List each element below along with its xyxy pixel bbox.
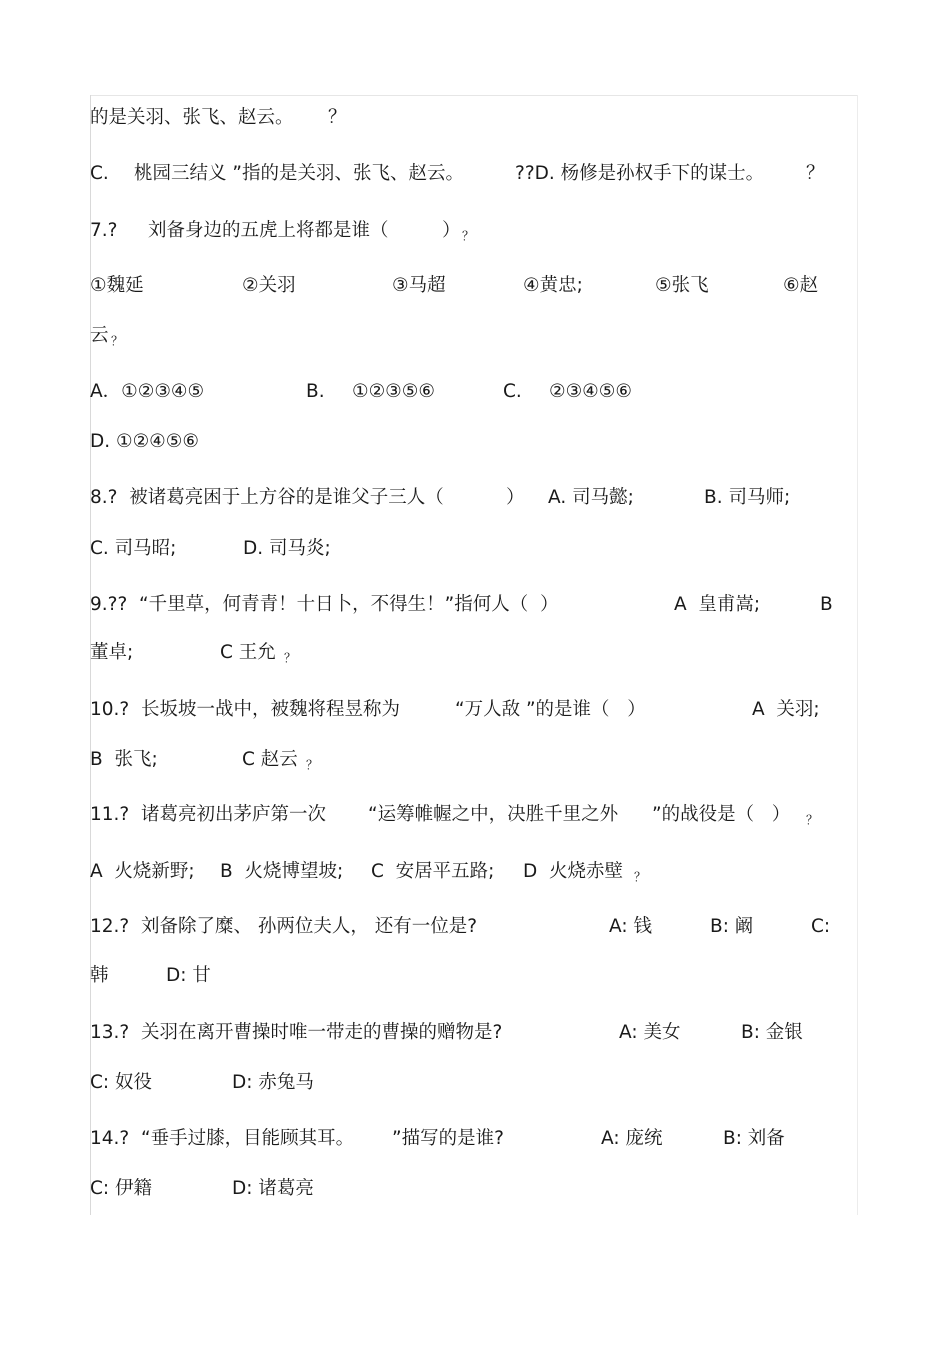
answer-choice-d: D. ①②④⑤⑥ (90, 431, 199, 452)
answer-choice-c-label: C. (503, 381, 522, 402)
question-text: 11.? 诸葛亮初出茅庐第一次 (90, 804, 327, 825)
answer-choice-b: B: 阚 (710, 916, 754, 937)
answer-choice-c: C: 伊籍 (90, 1178, 153, 1199)
answer-choice-d: D: 诸葛亮 (232, 1178, 314, 1199)
question-text: 12.? 刘备除了糜、 孙两位夫人， 还有一位是? (90, 916, 478, 937)
answer-choice-c: C. 司马昭; (90, 538, 177, 559)
text-segment: ？ (806, 813, 819, 827)
question-text: ”的战役是（ ） (652, 804, 791, 825)
option-item: ①魏延 (90, 275, 144, 296)
answer-choice-b: B: 金银 (741, 1022, 803, 1043)
answer-choice-a: A: 美女 (619, 1022, 681, 1043)
text-segment: ？ (284, 651, 297, 665)
answer-choice-c-label: C: (811, 916, 831, 937)
answer-choice-b: ①②③⑤⑥ (352, 381, 435, 402)
answer-choice-b: B. 司马师; (704, 487, 791, 508)
answer-choice-a: A．①②③④⑤ (90, 381, 205, 402)
text-segment: ？ (806, 163, 825, 184)
answer-choice-c: ②③④⑤⑥ (549, 381, 632, 402)
question-text: 13.? 关羽在离开曹操时唯一带走的曹操的赠物是? (90, 1022, 503, 1043)
answer-choice-d: D: 赤兔马 (232, 1072, 314, 1093)
answer-choice-a: A 皇甫嵩; (674, 594, 761, 615)
answer-choice-c: 韩 (90, 965, 109, 986)
question-text: “运筹帷幄之中，决胜千里之外 (368, 804, 619, 825)
answer-choice-c: C: 奴役 (90, 1072, 153, 1093)
text-segment: 的是关羽、张飞、赵云。 (90, 107, 294, 128)
text-segment: C. (90, 163, 109, 184)
text-segment: ？ (634, 870, 647, 884)
question-text: “万人敌 ”的是谁（ ） (455, 699, 646, 720)
text-line (90, 1177, 314, 1273)
answer-choice-c: C 赵云 (242, 749, 298, 770)
answer-choice-a: A 关羽; (752, 699, 820, 720)
text-segment: ??D. 杨修是孙权手下的谋士。 (515, 163, 765, 184)
answer-choice-a: A: 钱 (609, 916, 652, 937)
answer-choice-a: A. 司马懿; (548, 487, 634, 508)
question-text: ”描写的是谁? (392, 1128, 504, 1149)
answer-choice-d: D: 甘 (166, 965, 211, 986)
answer-choice-b: B 火烧博望坡; (220, 861, 344, 882)
page-frame-top (90, 95, 858, 96)
answer-choice-c: C 安居平五路; (371, 861, 495, 882)
question-text: 14.? “垂手过膝，目能顾其耳。 (90, 1128, 355, 1149)
text-segment: ？ (328, 107, 347, 128)
option-item: ②关羽 (242, 275, 296, 296)
question-text: 9.?? “千里草，何青青！十日卜，不得生！”指何人（ ） (90, 594, 559, 615)
answer-choice-b-label: B. (306, 381, 325, 402)
page-frame-right (857, 95, 858, 1215)
text-segment: ？ (462, 229, 475, 243)
text-segment: 桃园三结义 ”指的是关羽、张飞、赵云。 (134, 163, 464, 184)
answer-choice-b: B: 刘备 (723, 1128, 785, 1149)
option-item: ⑤张飞 (655, 275, 709, 296)
option-item: ⑥赵 (783, 275, 819, 296)
answer-choice-d: D. 司马炎; (243, 538, 331, 559)
answer-choice-b: 董卓; (90, 642, 134, 663)
option-item: ④黄忠; (523, 275, 583, 296)
text-segment: ） (442, 220, 461, 241)
text-segment: 云 (90, 325, 109, 346)
option-item: ③马超 (392, 275, 446, 296)
answer-choice-c: C 王允 (220, 642, 276, 663)
text-segment: ？ (111, 334, 124, 348)
answer-choice-a: A 火烧新野; (90, 861, 195, 882)
question-text: 8.? 被诸葛亮困于上方谷的是谁父子三人（ (90, 487, 444, 508)
text-segment: ？ (306, 758, 319, 772)
question-text: 10.? 长坂坡一战中，被魏将程昱称为 (90, 699, 401, 720)
question-text: 刘备身边的五虎上将都是谁（ (148, 220, 389, 241)
answer-choice-b: B 张飞; (90, 749, 158, 770)
answer-choice-b-label: B (820, 594, 833, 615)
answer-choice-d: D 火烧赤壁 (523, 861, 624, 882)
text-segment: ） (506, 487, 525, 508)
question-number: 7.? (90, 220, 118, 241)
answer-choice-a: A: 庞统 (601, 1128, 663, 1149)
